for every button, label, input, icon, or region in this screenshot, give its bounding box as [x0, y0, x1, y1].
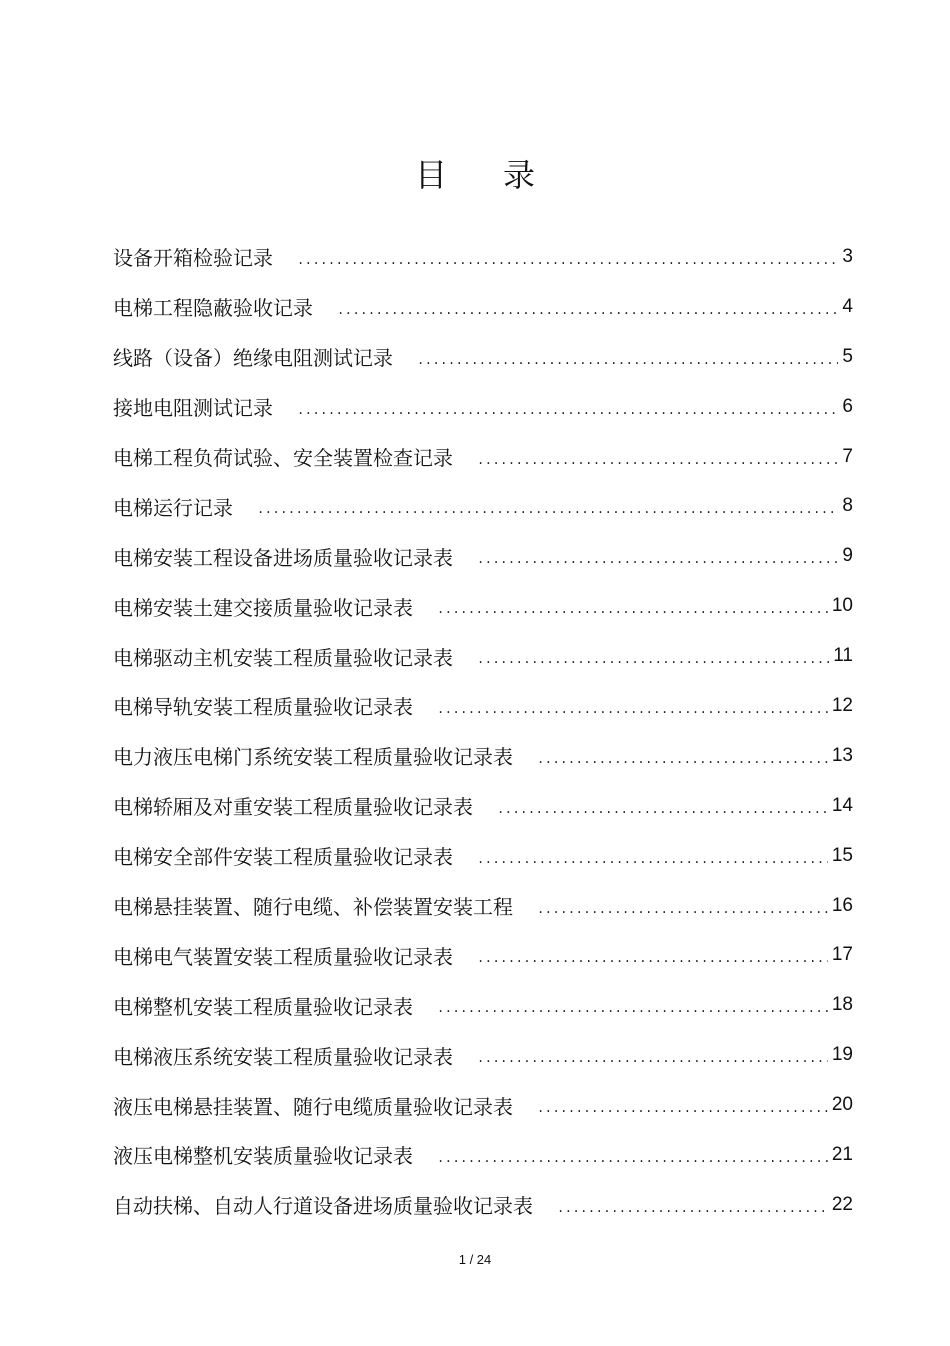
- toc-entry-label: 电梯运行记录: [113, 495, 233, 520]
- toc-leader-dots: [477, 945, 828, 965]
- toc-entry-page: 18: [831, 994, 853, 1016]
- toc-leader-dots: [497, 796, 828, 816]
- toc-entry-page: 14: [831, 794, 853, 816]
- toc-entry-page: 17: [831, 944, 853, 966]
- toc-leader-dots: [337, 297, 838, 317]
- toc-entry[interactable]: [113, 881, 853, 931]
- toc-entry-label: 电梯悬挂装置、随行电缆、补偿装置安装工程: [113, 895, 513, 920]
- toc-entry-label: 液压电梯整机安装质量验收记录表: [113, 1144, 413, 1169]
- toc-leader-dots: [437, 1145, 828, 1165]
- toc-entry[interactable]: [113, 731, 853, 781]
- toc-entry-label: 电梯工程负荷试验、安全装置检查记录: [113, 446, 453, 470]
- toc-entry[interactable]: [113, 980, 853, 1030]
- toc-entry-page: 16: [831, 894, 853, 916]
- toc-entry-label: 电梯驱动主机安装工程质量验收记录表: [113, 645, 453, 670]
- toc-entry[interactable]: [113, 232, 853, 282]
- toc-leader-dots: [477, 447, 838, 467]
- toc-entry-page: 15: [831, 844, 853, 866]
- toc-entry-page: 9: [842, 545, 853, 567]
- toc-entry[interactable]: [113, 930, 853, 980]
- toc-entry[interactable]: [113, 282, 853, 332]
- toc-entry[interactable]: [113, 1080, 853, 1130]
- toc-leader-dots: [477, 646, 829, 666]
- toc-leader-dots: [257, 496, 838, 516]
- toc-entry-label: 电梯安装土建交接质量验收记录表: [113, 595, 413, 620]
- toc-leader-dots: [437, 696, 828, 716]
- toc-entry[interactable]: [113, 1030, 853, 1080]
- toc-leader-dots: [437, 995, 828, 1015]
- toc-entry-label: 电梯整机安装工程质量验收记录表: [113, 994, 413, 1019]
- toc-entry[interactable]: [113, 831, 853, 881]
- title-char-1: 目: [414, 156, 447, 194]
- toc-entry-page: 4: [842, 295, 853, 317]
- toc-entry-label: 线路（设备）绝缘电阻测试记录: [113, 346, 393, 371]
- toc-entry[interactable]: [113, 332, 853, 382]
- toc-leader-dots: [297, 397, 838, 417]
- toc-entry-label: 电力液压电梯门系统安装工程质量验收记录表: [113, 745, 513, 770]
- toc-entry-label: 接地电阻测试记录: [113, 396, 273, 421]
- toc-entry-label: 液压电梯悬挂装置、随行电缆质量验收记录表: [113, 1094, 513, 1119]
- toc-entry-label: 电梯轿厢及对重安装工程质量验收记录表: [113, 795, 473, 820]
- toc-entry-page: 10: [831, 595, 853, 617]
- toc-leader-dots: [477, 1045, 828, 1065]
- page-title: [0, 150, 950, 196]
- toc-entry-page: 20: [831, 1094, 853, 1116]
- toc-entry-page: 7: [842, 445, 853, 467]
- title-char-2: 录: [503, 156, 536, 194]
- toc-entry-label: 自动扶梯、自动人行道设备进场质量验收记录表: [113, 1194, 533, 1219]
- toc-entry[interactable]: [113, 631, 853, 681]
- toc-entry[interactable]: [113, 581, 853, 631]
- toc-entry-page: 6: [842, 395, 853, 417]
- toc-entry-label: 电梯液压系统安装工程质量验收记录表: [113, 1044, 453, 1069]
- toc-leader-dots: [437, 596, 828, 616]
- toc-entry[interactable]: [113, 781, 853, 831]
- toc-entry-label: 电梯安装工程设备进场质量验收记录表: [113, 545, 453, 570]
- toc-entry[interactable]: [113, 1180, 853, 1230]
- toc-entry-page: 19: [831, 1044, 853, 1066]
- toc-entry-page: 11: [833, 645, 853, 667]
- toc-leader-dots: [477, 546, 838, 566]
- toc-leader-dots: [537, 746, 828, 766]
- toc-entry-page: 13: [831, 744, 853, 766]
- toc-leader-dots: [537, 1095, 828, 1115]
- toc-entry-page: 22: [831, 1193, 853, 1215]
- toc-entry[interactable]: [113, 531, 853, 581]
- toc-entry[interactable]: [113, 681, 853, 731]
- toc-leader-dots: [417, 347, 838, 367]
- toc-entry-label: 电梯导轨安装工程质量验收记录表: [113, 695, 413, 720]
- toc-entry-page: 3: [842, 245, 853, 267]
- toc-entry[interactable]: [113, 382, 853, 432]
- toc-entry[interactable]: [113, 1130, 853, 1180]
- toc-leader-dots: [477, 846, 828, 866]
- toc-entry-label: 电梯电气装置安装工程质量验收记录表: [113, 944, 453, 969]
- toc-leader-dots: [297, 247, 838, 267]
- toc-entry-label: 电梯安全部件安装工程质量验收记录表: [113, 845, 453, 870]
- toc-entry-label: 设备开箱检验记录: [113, 246, 273, 271]
- toc-entry-page: 12: [831, 694, 853, 716]
- toc-entry-page: 21: [831, 1143, 853, 1165]
- table-of-contents: [113, 232, 853, 1230]
- toc-entry-label: 电梯工程隐蔽验收记录: [113, 296, 313, 321]
- toc-entry-page: 8: [842, 495, 853, 517]
- page-indicator: 1 / 24: [458, 1252, 492, 1267]
- toc-leader-dots: [557, 1195, 828, 1215]
- toc-leader-dots: [537, 896, 828, 916]
- toc-entry-page: 5: [842, 345, 853, 367]
- toc-entry[interactable]: [113, 481, 853, 531]
- toc-entry[interactable]: [113, 432, 853, 482]
